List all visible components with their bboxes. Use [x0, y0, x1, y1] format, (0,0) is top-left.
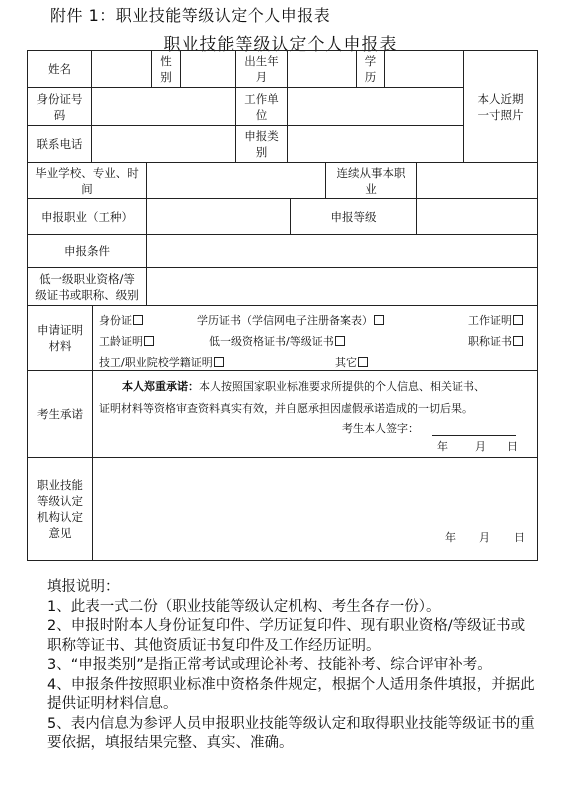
- proof-label: 申请证明 材料: [27, 305, 93, 371]
- checkbox-icon: [513, 315, 523, 325]
- lower-cert-label: 低一级职业资格/等 级证书或职称、级别: [27, 267, 147, 306]
- years-field[interactable]: [416, 162, 538, 199]
- work-unit-field[interactable]: [287, 87, 464, 126]
- pledge-heading: 本人郑重承诺：: [122, 380, 199, 393]
- level-label: 申报等级: [290, 198, 417, 235]
- attachment-title: 附件 1：职业技能等级认定个人申报表: [50, 6, 331, 25]
- apply-category-label: 申报类 别: [235, 125, 288, 163]
- conditions-label: 申报条件: [27, 234, 147, 268]
- form-title: 职业技能等级认定个人申报表: [163, 35, 398, 55]
- name-field[interactable]: [91, 50, 152, 88]
- agency-month: 月: [479, 531, 490, 544]
- proof-seniority-checkbox[interactable]: [99, 333, 154, 349]
- agency-opinion-field[interactable]: [92, 457, 538, 561]
- proof-lower-level-checkbox[interactable]: [209, 333, 345, 349]
- name-label: 姓名: [27, 50, 92, 88]
- application-form: [27, 50, 538, 561]
- note-item: 4、申报条件按照职业标准中资格条件规定，根据个人适用条件填报，并据此提供证明材料信息。: [47, 676, 535, 712]
- notes-heading: 填报说明：: [47, 579, 120, 595]
- pledge-text-2: 证明材料等资格审查资料真实有效，并自愿承担因虚假承诺造成的一切后果。: [99, 402, 473, 415]
- note-item: 2、申报时附本人身份证复印件、学历证复印件、现有职业资格/等级证书或职称等证书、其他资质证书复印件及工作经历证明。: [47, 618, 526, 654]
- pledge-month: 月: [475, 440, 486, 453]
- school-field[interactable]: [146, 162, 326, 199]
- proof-title-checkbox[interactable]: [468, 333, 523, 349]
- checkbox-icon: [374, 315, 384, 325]
- checkbox-icon: [335, 336, 345, 346]
- id-number-label: 身份证号 码: [27, 87, 92, 126]
- proof-other-checkbox[interactable]: [335, 354, 368, 370]
- note-item: 5、表内信息为参评人员申报职业技能等级认定和取得职业技能等级证书的重要依据，填报结果完整、真实、准确。: [47, 715, 535, 751]
- pledge-label: 考生承诺: [27, 370, 93, 458]
- checkbox-icon: [358, 357, 368, 367]
- checkbox-icon: [144, 336, 154, 346]
- proof-lower-level-label: 低一级资格证书/等级证书: [209, 335, 334, 348]
- birth-label: 出生年 月: [235, 50, 288, 88]
- proof-seniority-label: 工龄证明: [99, 335, 143, 348]
- proof-tech-school-checkbox[interactable]: [99, 354, 224, 370]
- years-label: 连续从事本职 业: [325, 162, 417, 199]
- proof-tech-school-label: 技工/职业院校学籍证明: [99, 356, 213, 369]
- proof-title-label: 职称证书: [468, 335, 512, 348]
- photo-box[interactable]: 本人近期 一寸照片: [463, 50, 538, 163]
- occupation-field[interactable]: [146, 198, 291, 235]
- proof-diploma-label: 学历证书（学信网电子注册备案表）: [197, 314, 373, 327]
- pledge-text-1: 本人按照国家职业标准要求所提供的个人信息、相关证书、: [199, 380, 485, 393]
- occupation-label: 申报职业（工种）: [27, 198, 147, 235]
- phone-field[interactable]: [91, 125, 236, 163]
- proof-work-checkbox[interactable]: [468, 312, 523, 328]
- gender-field[interactable]: [180, 50, 236, 88]
- proof-work-label: 工作证明: [468, 314, 512, 327]
- note-item: 1、此表一式二份（职业技能等级认定机构、考生各存一份）。: [47, 598, 441, 615]
- pledge-signature-label: 考生本人签字：: [342, 422, 419, 435]
- checkbox-icon: [214, 357, 224, 367]
- pledge-line-1: [122, 376, 485, 398]
- proof-diploma-checkbox[interactable]: [197, 312, 384, 328]
- filling-notes: [47, 578, 537, 754]
- checkbox-icon: [513, 336, 523, 346]
- conditions-field[interactable]: [146, 234, 538, 268]
- pledge-day: 日: [507, 440, 518, 453]
- note-item: 3、“申报类别”是指正常考试或理论补考、技能补考、综合评审补考。: [47, 657, 492, 673]
- agency-day: 日: [514, 531, 525, 544]
- id-number-field[interactable]: [91, 87, 236, 126]
- apply-category-field[interactable]: [287, 125, 464, 163]
- education-field[interactable]: [384, 50, 464, 88]
- pledge-year: 年: [437, 440, 448, 453]
- agency-year: 年: [445, 531, 456, 544]
- school-label: 毕业学校、专业、时 间: [27, 162, 147, 199]
- gender-label: 性 别: [151, 50, 181, 88]
- lower-cert-field[interactable]: [146, 267, 538, 306]
- work-unit-label: 工作单 位: [235, 87, 288, 126]
- proof-id-card-label: 身份证: [99, 314, 132, 327]
- proof-other-label: 其它: [335, 356, 357, 369]
- proof-id-card-checkbox[interactable]: [99, 312, 143, 328]
- level-field[interactable]: [416, 198, 538, 235]
- checkbox-icon: [133, 315, 143, 325]
- phone-label: 联系电话: [27, 125, 92, 163]
- birth-field[interactable]: [287, 50, 357, 88]
- education-label: 学 历: [356, 50, 385, 88]
- agency-label: 职业技能 等级认定 机构认定 意见: [27, 457, 93, 561]
